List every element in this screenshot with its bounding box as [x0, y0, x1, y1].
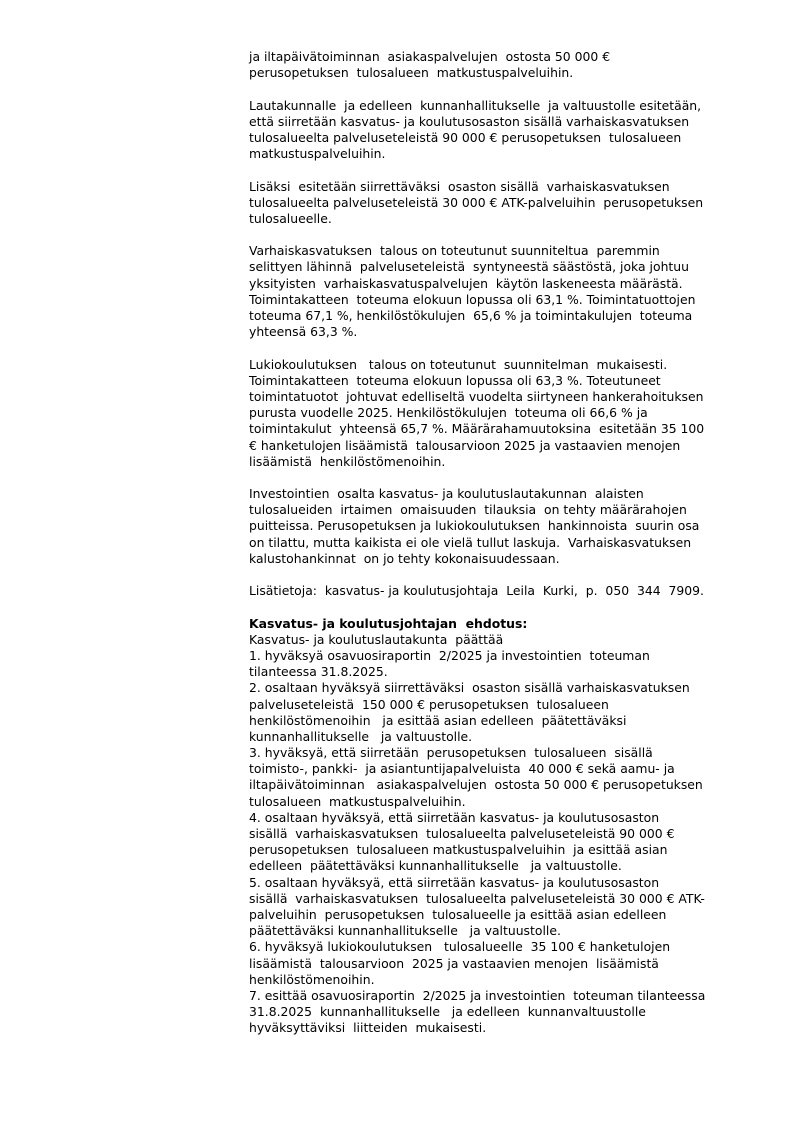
paragraph-gap — [249, 470, 749, 486]
text-line: Toimintakatteen toteuma elokuun lopussa oli 63,3 %. Toteutuneet — [249, 372, 661, 388]
text-line: Lisätietoja: kasvatus- ja koulutusjohtaja Leila Kurki, p. 050 344 7909. — [249, 583, 704, 599]
text-line: Varhaiskasvatuksen talous on toteutunut suunniteltua paremmin — [249, 243, 660, 259]
text-line: selittyen lähinnä palveluseteleistä syntyneestä säästöstä, joka johtuu — [249, 259, 689, 275]
text-line: Toimintakatteen toteuma elokuun lopussa oli 63,1 %. Toimintatuottojen — [249, 291, 696, 307]
paragraph-gap — [249, 81, 749, 97]
text-line: toteuma 67,1 %, henkilöstökulujen 65,6 % ja toimintakulujen toteuma — [249, 308, 693, 323]
proposal-line: edelleen päätettäväksi kunnanhallitukselle ja valtuustolle. — [249, 858, 622, 874]
proposal-line: palveluseteleistä 150 000 € perusopetuksen tulosalueen — [249, 696, 609, 712]
text-line: puitteissa. Perusopetuksen ja lukiokoulutuksen hankinnoista suurin osa — [249, 518, 700, 534]
proposal-line: 1. hyväksyä osavuosiraportin 2/2025 ja investointien toteuman — [249, 647, 650, 663]
text-line: Lisäksi esitetään siirrettäväksi osaston sisällä varhaiskasvatuksen — [249, 178, 670, 194]
text-line: tulosalueelta palveluseteleistä 30 000 € ATK-palveluihin perusopetuksen — [249, 194, 704, 210]
paragraph — [249, 49, 749, 81]
paragraph-gap — [249, 340, 749, 356]
text-line: purusta vuodelle 2025. Henkilöstökulujen toteuma oli 66,6 % ja — [249, 405, 648, 421]
proposal-line: palveluihin perusopetuksen tulosalueelle ja esittää asian edelleen — [249, 906, 667, 922]
proposal-line: 7. esittää osavuosiraportin 2/2025 ja investointien toteuman tilanteessa — [249, 987, 706, 1003]
text-column — [249, 49, 749, 1036]
proposal-line: 3. hyväksyä, että siirretään perusopetuksen tulosalueen sisällä — [249, 745, 653, 761]
proposal-heading: Kasvatus- ja koulutusjohtajan ehdotus: — [249, 615, 528, 631]
paragraph-gap — [249, 162, 749, 178]
paragraph-gap — [249, 227, 749, 243]
proposal-line: kunnanhallitukselle ja valtuustolle. — [249, 728, 473, 744]
paragraph — [249, 98, 749, 163]
proposal-line: tulosalueen matkustuspalveluihin. — [249, 793, 466, 809]
text-line: tulosalueiden irtaimen omaisuuden tilauksia on tehty määrärahojen — [249, 502, 687, 518]
text-line: matkustuspalveluihin. — [249, 146, 386, 162]
proposal-line: lisäämistä talousarvioon 2025 ja vastaavien menojen lisäämistä — [249, 955, 659, 971]
proposal-line: 2. osaltaan hyväksyä siirrettäväksi osaston sisällä varhaiskasvatuksen — [249, 680, 690, 696]
text-line: toimintatuotot johtuvat edelliseltä vuodelta siirtyneen hankerahoituksen — [249, 388, 704, 404]
text-line: lisäämistä henkilöstömenoihin. — [249, 453, 446, 469]
proposal-line: 5. osaltaan hyväksyä, että siirretään kasvatus- ja koulutusosaston — [249, 874, 660, 890]
text-line: kalustohankinnat on jo tehty kokonaisuudessaan. — [249, 550, 560, 566]
proposal-line: hyväksyttäviksi liitteiden mukaisesti. — [249, 1020, 487, 1036]
proposal-line: 6. hyväksyä lukiokoulutuksen tulosalueelle 35 100 € hanketulojen — [249, 939, 671, 955]
text-line: että siirretään kasvatus- ja koulutusosaston sisällä varhaiskasvatuksen — [249, 113, 690, 129]
text-line: on tilattu, mutta kaikista ei ole vielä tullut laskuja. Varhaiskasvatuksen — [249, 534, 692, 550]
proposal-section — [249, 616, 749, 1037]
text-line: Investointien osalta kasvatus- ja koulutuslautakunnan alaisten — [249, 486, 644, 502]
proposal-line: iltapäivätoiminnan asiakaspalvelujen ostosta 50 000 € perusopetuksen — [249, 777, 703, 793]
proposal-line: sisällä varhaiskasvatuksen tulosalueelta palveluseteleistä 90 000 € — [249, 826, 675, 841]
text-line: perusopetuksen tulosalueen matkustuspalveluihin. — [249, 65, 574, 81]
paragraph — [249, 243, 749, 340]
proposal-line: sisällä varhaiskasvatuksen tulosalueelta palveluseteleistä 30 000 € ATK- — [249, 890, 705, 906]
paragraph-gap — [249, 599, 749, 615]
proposal-line: tilanteessa 31.8.2025. — [249, 664, 388, 680]
text-line: tulosalueelle. — [249, 210, 332, 226]
text-line: Lukiokoulutuksen talous on toteutunut suunnitelman mukaisesti. — [249, 356, 668, 372]
paragraph — [249, 179, 749, 228]
text-line: ja iltapäivätoiminnan asiakaspalvelujen ostosta 50 000 € — [249, 49, 611, 64]
proposal-line: henkilöstömenoihin. — [249, 971, 375, 987]
text-line: toimintakulut yhteensä 65,7 %. Määrärahamuutoksina esitetään 35 100 — [249, 421, 705, 437]
text-line: tulosalueelta palveluseteleistä 90 000 € perusopetuksen tulosalueen — [249, 129, 682, 145]
text-line: yhteensä 63,3 %. — [249, 324, 358, 340]
contact-info — [249, 583, 749, 599]
proposal-line: henkilöstömenoihin ja esittää asian edelleen päätettäväksi — [249, 712, 627, 728]
text-line: € hanketulojen lisäämistä talousarvioon 2025 ja vastaavien menojen — [249, 437, 681, 453]
proposal-line: perusopetuksen tulosalueen matkustuspalveluihin ja esittää asian — [249, 842, 668, 858]
proposal-line: 31.8.2025 kunnanhallitukselle ja edelleen kunnanvaltuustolle — [249, 1004, 646, 1020]
paragraph — [249, 486, 749, 567]
proposal-line: Kasvatus- ja koulutuslautakunta päättää — [249, 631, 504, 647]
text-line: yksityisten varhaiskasvatuspalvelujen käytön laskeneesta määrästä. — [249, 275, 683, 291]
proposal-line: päätettäväksi kunnanhallitukselle ja valtuustolle. — [249, 923, 561, 939]
proposal-line: 4. osaltaan hyväksyä, että siirretään kasvatus- ja koulutusosaston — [249, 809, 660, 825]
text-line: Lautakunnalle ja edelleen kunnanhallitukselle ja valtuustolle esitetään, — [249, 97, 702, 113]
proposal-line: toimisto-, pankki- ja asiantuntijapalveluista 40 000 € sekä aamu- ja — [249, 761, 675, 777]
paragraph — [249, 357, 749, 470]
paragraph-gap — [249, 567, 749, 583]
